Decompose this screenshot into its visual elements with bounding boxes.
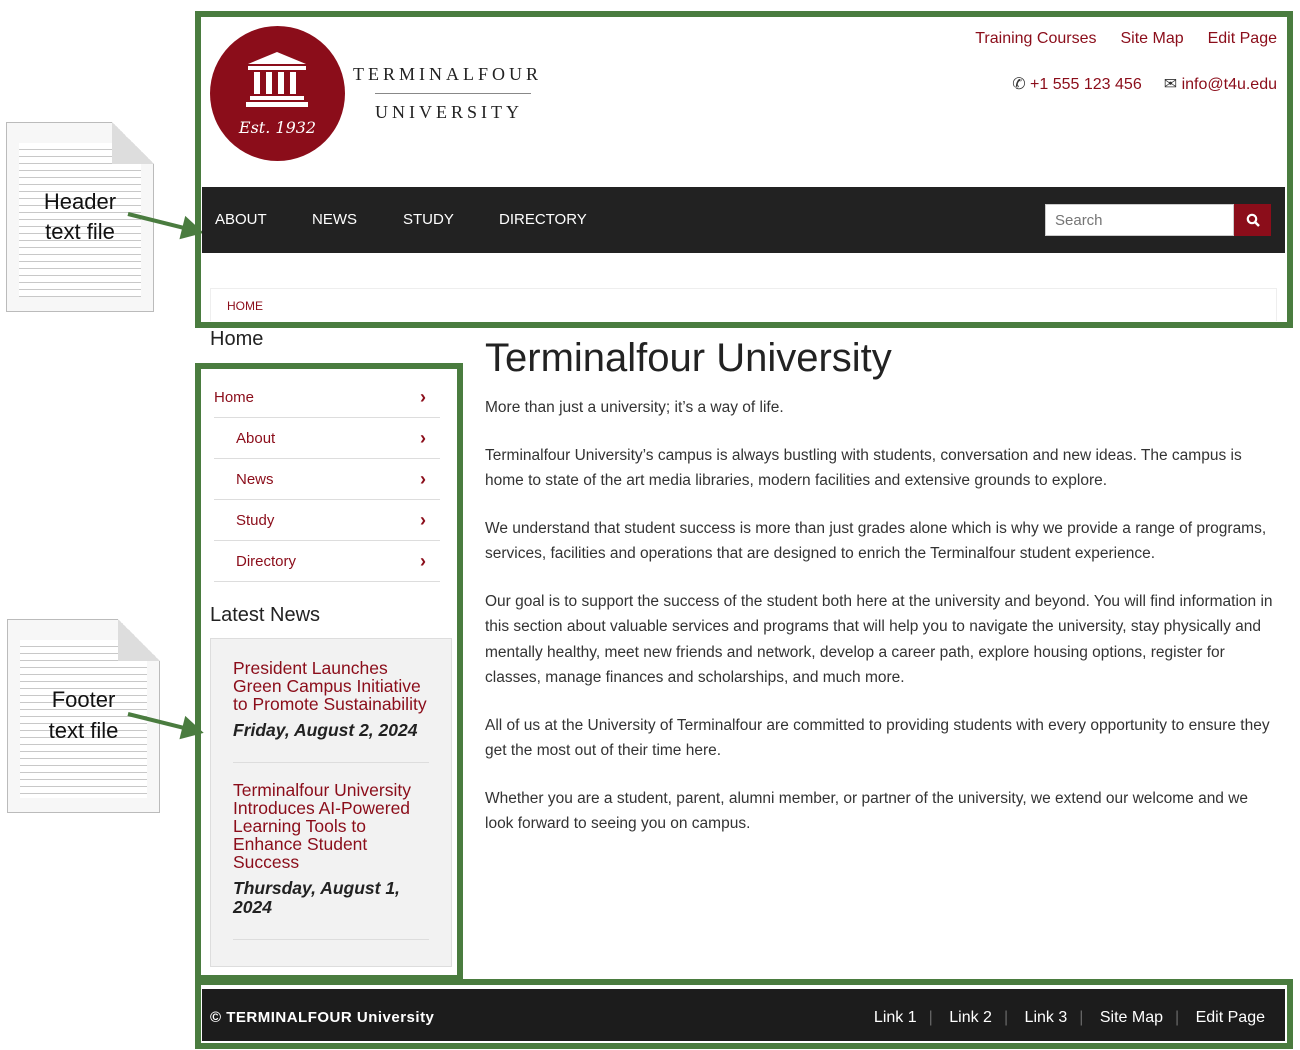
sidebar-item-label: About [236, 429, 276, 447]
chevron-right-icon: › [420, 386, 426, 407]
utility-links [975, 30, 1277, 48]
email-link[interactable] [1164, 74, 1277, 94]
page-label: Home [210, 328, 264, 350]
news-item [233, 659, 429, 763]
nav-directory[interactable]: DIRECTORY [499, 211, 587, 228]
phone-link[interactable] [1012, 74, 1142, 94]
sidebar-item-label: News [236, 470, 274, 488]
phone-icon: ✆ [1012, 76, 1026, 93]
search-button[interactable] [1234, 204, 1271, 236]
logo-est: Est. 1932 [238, 118, 317, 137]
logo-line2: UNIVERSITY [375, 102, 523, 122]
chevron-right-icon: › [420, 427, 426, 448]
footer-link-3[interactable]: Link 3 [1024, 1009, 1068, 1026]
header-file-label: Header [43, 189, 117, 214]
nav-study[interactable]: STUDY [403, 211, 454, 228]
paragraph: All of us at the University of Terminalfour are committed to providing students with every opportunity to ensure they get the most out of their time here. [485, 716, 1270, 759]
chevron-right-icon: › [420, 468, 426, 489]
paragraph: Whether you are a student, parent, alumni member, or partner of the university, we extend our welcome and we look forward to seeing you on campus. [485, 789, 1249, 832]
sidebar-item-about[interactable] [214, 418, 440, 459]
footer-site-map-link[interactable]: Site Map [1099, 1009, 1163, 1026]
latest-news-list [210, 638, 452, 967]
news-item-date: Friday, August 2, 2024 [233, 720, 418, 740]
news-item [233, 763, 429, 940]
chevron-right-icon: › [420, 509, 426, 530]
sidebar-item-label: Directory [236, 552, 297, 570]
sidebar-item-news[interactable] [214, 459, 440, 500]
nav-about[interactable]: ABOUT [215, 211, 267, 228]
email-address: info@t4u.edu [1181, 76, 1277, 93]
breadcrumb [210, 288, 1277, 321]
paragraph: Terminalfour University’s campus is always bustling with students, conversation and new ideas. The campus is home to state of the art media libraries, modern facilities and extensive grounds to explore. [485, 446, 1242, 489]
main-nav [202, 187, 1285, 253]
logo-line1: TERMINALFOUR [353, 64, 543, 84]
sidebar-item-home[interactable] [214, 377, 440, 418]
site-map-link[interactable]: Site Map [1120, 30, 1184, 47]
footer [202, 989, 1285, 1041]
footer-file-label: text file [48, 718, 119, 743]
training-courses-link[interactable]: Training Courses [975, 30, 1097, 47]
search-input[interactable] [1045, 204, 1234, 236]
main-content [485, 336, 1280, 859]
paragraph: More than just a university; it’s a way of life. [485, 399, 784, 416]
news-item-date: Thursday, August 1, 2024 [233, 878, 400, 917]
header-file-label: text file [45, 219, 115, 244]
footer-edit-page-link[interactable]: Edit Page [1195, 1009, 1265, 1026]
footer-link-2[interactable]: Link 2 [949, 1009, 992, 1026]
sidebar-item-directory[interactable] [214, 541, 440, 582]
footer-file-label: Footer [51, 687, 116, 712]
edit-page-link[interactable]: Edit Page [1207, 30, 1277, 47]
news-item-title[interactable]: President Launches Green Campus Initiative to Promote Sustainability [233, 658, 427, 714]
search-icon [1246, 213, 1260, 227]
paragraph: We understand that student success is more than just grades alone which is why we provide a range of programs, services, facilities and operations that are designed to enrich the Terminalfour student experience. [485, 519, 1267, 562]
building-icon [246, 50, 308, 108]
chevron-right-icon: › [420, 550, 426, 571]
sidebar-item-label: Home [214, 388, 255, 406]
sidebar-item-study[interactable] [214, 500, 440, 541]
latest-news-heading: Latest News [210, 604, 321, 626]
envelope-icon: ✉ [1163, 76, 1178, 93]
footer-link-1[interactable]: Link 1 [873, 1009, 917, 1026]
news-item-title[interactable]: Terminalfour University Introduces AI-Powered Learning Tools to Enhance Student Success [233, 780, 411, 872]
footer-links: Link 1 | Link 2 | Link 3 | Site Map | Edit Page [873, 1009, 1265, 1026]
page-title: Terminalfour University [485, 336, 892, 380]
footer-copyright: © TERMINALFOUR University [210, 1009, 435, 1026]
phone-number: +1 555 123 456 [1030, 76, 1142, 93]
logo[interactable] [210, 26, 550, 162]
nav-news[interactable]: NEWS [312, 211, 357, 228]
paragraph: Our goal is to support the success of the student both here at the university and beyond. You will find information in this section about valuable services and programs that will help you to navigate the university, stay physically and mentally healthy, meet new friends and network, develop a career path, explore housing options, register for classes, manage finances and scholarships, and much more. [485, 592, 1273, 686]
breadcrumb-home[interactable]: HOME [227, 299, 263, 313]
sidebar-item-label: Study [236, 511, 275, 529]
